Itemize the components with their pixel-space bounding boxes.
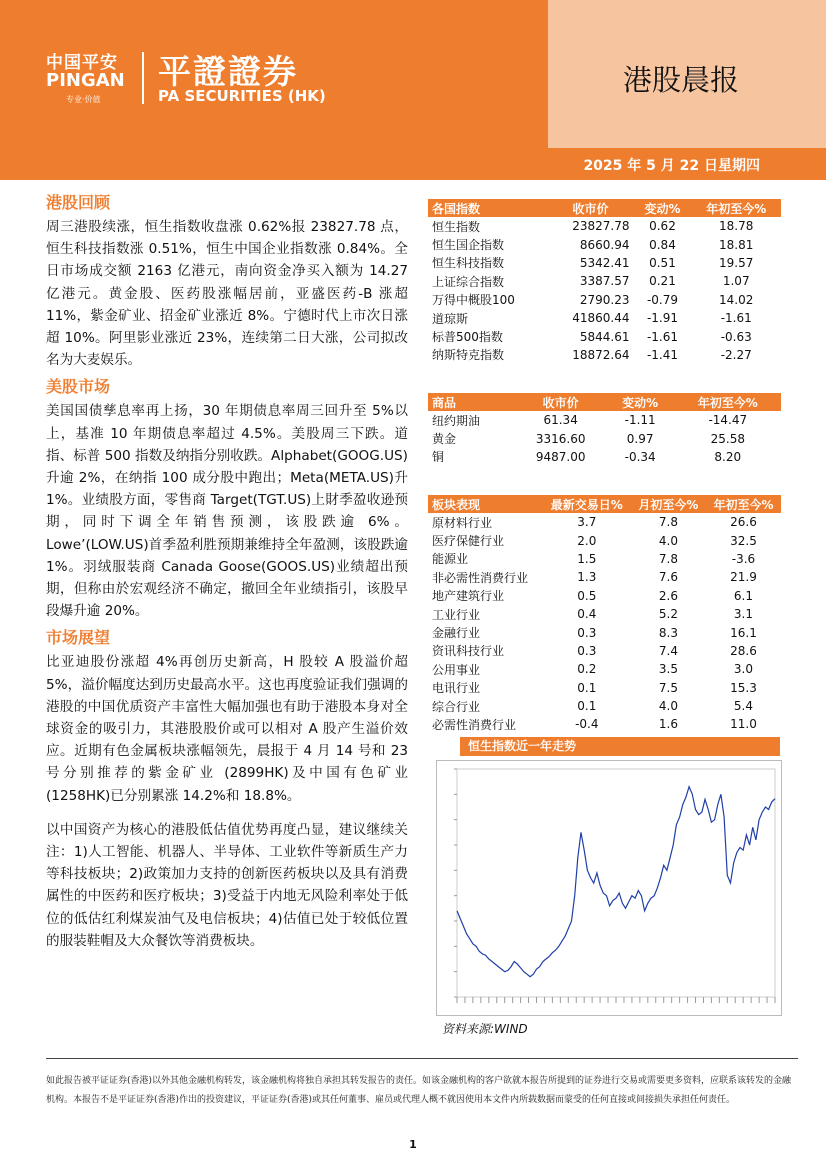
cell-value: 0.1 [577, 699, 597, 714]
cell-value: 23827.78 [572, 219, 630, 234]
cell-value: -1.91 [646, 311, 678, 326]
cell-value: 28.6 [730, 643, 757, 658]
cell-value: 32.5 [730, 533, 757, 548]
cell-value: 15.3 [730, 680, 757, 695]
cell-value: 0.97 [626, 431, 654, 446]
row-label: 恒生指数 [432, 219, 481, 234]
commodity-table-body [428, 411, 781, 466]
cell-value: 19.57 [719, 255, 754, 270]
column-header: 变动% [634, 199, 692, 217]
table-row [428, 254, 781, 272]
sector-table-body [428, 513, 781, 734]
row-label: 电讯行业 [432, 681, 481, 696]
cell-value: 8.20 [714, 449, 742, 464]
report-date: 2025 年 5 月 22 日星期四 [583, 158, 760, 174]
table-row [428, 346, 781, 364]
logo-divider [142, 52, 144, 104]
cell-value: 14.02 [719, 292, 754, 307]
table-header-row [428, 199, 781, 217]
row-label: 恒生科技指数 [432, 256, 505, 271]
table-row [428, 309, 781, 327]
cell-value: 4.0 [658, 533, 678, 548]
hsi-chart [436, 760, 782, 1016]
table-row [428, 605, 781, 623]
cell-value: 6.1 [733, 588, 754, 603]
cell-value: 5.4 [733, 699, 754, 714]
cell-value: 8660.94 [579, 237, 630, 252]
cell-value: 2790.23 [579, 292, 630, 307]
cell-value: 0.21 [649, 274, 676, 289]
cell-value: 4.0 [658, 699, 678, 714]
column-header: 年初至今% [706, 495, 781, 513]
section-us-market [46, 377, 408, 622]
cell-value: 11.0 [730, 717, 757, 732]
chart-source: 资料来源:WIND [442, 1022, 528, 1036]
cell-value: 5844.61 [579, 329, 630, 344]
table-row [428, 411, 781, 429]
cell-value: 1.07 [722, 274, 750, 289]
cell-value: 16.1 [730, 625, 757, 640]
cell-value: 0.5 [577, 588, 597, 603]
table-header-row [428, 495, 781, 513]
row-label: 必需性消费行业 [432, 717, 517, 732]
cell-value: 9487.00 [535, 449, 586, 464]
cell-value: 0.84 [649, 237, 676, 252]
cell-value: 26.6 [730, 515, 757, 530]
row-label: 公用事业 [432, 662, 481, 677]
row-label: 资讯科技行业 [432, 644, 505, 659]
section-paragraph: 美国国债孳息率再上扬，30 年期债息率周三回升至 5%以上，基准 10 年期债息率超过 4.5%。美股周三下跌。道指、标普 500 指数及纳指分别收跌。Alphabet(GOOG.US)升逾 2%，在纳指 100 成分股中跑出；Meta(META.US)升 1%。业绩股方面，零售商 Target(TGT.US)上財季盈收逊预期，同时下调全年销售预测，该股跌逾 6%。Lowe’(LOW.US)首季盈利胜预期兼维持全年盈测，该股跌逾 1%。羽绒服装商 Canada Goose(GOOS.US)业绩超出预期，但称由於宏观经济不确定，撤回全年业绩指引，该股早段爆升逾 20%。 [46, 403, 408, 620]
chart-title: 恒生指数近一年走势 [460, 737, 780, 756]
column-header: 收市价 [548, 199, 634, 217]
cell-value: 1.5 [577, 551, 597, 566]
section-paragraph: 比亚迪股份涨超 4%再创历史新高，H 股较 A 股溢价超 5%，溢价幅度达到历史最高水平。这也再度验证我们强调的港股的中国优质资产丰富性大幅加强也有助于港股本身对全球资金的吸引力，其港股股价或可以相对 A 股产生溢价效应。近期有色金属板块涨幅领先，晨报于 4 月 14 号和 23 号分别推荐的紫金矿业 (2899HK)及中国有色矿业(1258HK)已分别累涨 14.2%和 18.8%。 [46, 654, 408, 804]
section-paragraph: 周三港股续涨，恒生指数收盘涨 0.62%报 23827.78 点，恒生科技指数涨 0.51%，恒生中国企业指数涨 0.84%。全日市场成交额 2163 亿港元，南向资金净买入额为 14.27 亿港元。黄金股、医药股涨幅居前，亚盛医药-B 涨超 11%，紫金矿业、招金矿业涨近 8%。宁德时代上市次日涨超 10%。阿里影业涨近 23%，连续第二日大涨，公司拟改名为大麦娱乐。 [46, 219, 408, 369]
row-label: 恒生国企指数 [432, 238, 505, 253]
cell-value: 3.0 [733, 662, 754, 677]
cell-value: 5342.41 [579, 255, 630, 270]
page-number: 1 [409, 1138, 417, 1151]
section-hk-review [46, 193, 408, 371]
cell-value: -0.63 [720, 329, 752, 344]
row-label: 纳斯特克指数 [432, 348, 505, 363]
table-row [428, 217, 781, 235]
cell-value: 0.2 [577, 662, 597, 677]
table-row [428, 587, 781, 605]
cell-value: 2.0 [577, 533, 597, 548]
brand-name-cn: 平證證券 [158, 52, 298, 91]
cell-value: -3.6 [731, 551, 756, 566]
hsi-chart-svg [437, 761, 781, 1015]
cell-value: 7.4 [658, 643, 678, 658]
cell-value: 2.6 [658, 588, 678, 603]
section-paragraph: 以中国资产为核心的港股低估值优势再度凸显，建议继续关注：1)人工智能、机器人、半导体、工业软件等新质生产力等科技板块；2)政策加力支持的创新医药板块以及具有消费属性的中医药和医疗板块；3)受益于内地无风险利率处于低位的低估红利煤炭油气及电信板块；4)估值已处于较低位置的服装鞋帽及大众餐饮等消费板块。 [46, 821, 408, 949]
cell-value: 0.3 [577, 625, 597, 640]
pingan-logo-cn: 中国平安 [46, 53, 118, 73]
sector-table [428, 495, 781, 734]
cell-value: -2.27 [720, 347, 752, 362]
row-label: 万得中概股100 [432, 293, 515, 308]
row-label: 原材料行业 [432, 515, 493, 530]
table-row [428, 429, 781, 447]
cell-value: 8.3 [658, 625, 678, 640]
row-label: 地产建筑行业 [432, 589, 505, 604]
row-label: 综合行业 [432, 699, 481, 714]
cell-value: 0.62 [649, 219, 676, 234]
table-row [428, 568, 781, 586]
brand-name-en: PA SECURITIES (HK) [158, 87, 326, 105]
cell-value: -1.11 [624, 413, 656, 428]
column-header: 板块表现 [428, 495, 543, 513]
row-label: 黄金 [432, 432, 457, 447]
row-label: 非必需性消费行业 [432, 570, 529, 585]
cell-value: -14.47 [708, 413, 748, 428]
table-row [428, 660, 781, 678]
cell-value: 7.5 [658, 680, 678, 695]
index-table [428, 199, 781, 364]
cell-value: 0.4 [577, 607, 597, 622]
disclaimer: 如此报告被平证证券(香港)以外其他金融机构转发，该金融机构将独自承担其转发报告的责任。如该金融机构的客户欲就本报告所提到的证券进行交易或需要更多资料，应联系该转发的金融机构。本报告不是平证证券(香港)作出的投资建议，平证证券(香港)或其任何董事、雇员或代理人概不就因使用本文件内所载数据而蒙受的任何直接或间接损失承担任何责任。 [46, 1076, 792, 1105]
cell-value: 18872.64 [572, 347, 630, 362]
cell-value: -1.41 [646, 347, 678, 362]
row-label: 标普500指数 [432, 330, 503, 345]
cell-value: 25.58 [710, 431, 745, 446]
cell-value: 1.3 [577, 570, 597, 585]
cell-value: 3.5 [658, 662, 678, 677]
table-header-row [428, 393, 781, 411]
row-label: 上证综合指数 [432, 274, 505, 289]
column-header: 各国指数 [428, 199, 548, 217]
cell-value: -0.34 [624, 449, 656, 464]
column-header: 月初至今% [631, 495, 706, 513]
cell-value: 18.78 [719, 219, 754, 234]
pingan-logo-tagline: 专业·价值 [66, 95, 101, 104]
table-row [428, 550, 781, 568]
commodity-table [428, 393, 781, 466]
commentary-column [46, 193, 408, 952]
column-header: 年初至今% [691, 199, 781, 217]
cell-value: 0.3 [577, 643, 597, 658]
footer-rule [46, 1058, 798, 1059]
cell-value: 7.8 [658, 551, 678, 566]
table-row [428, 623, 781, 641]
pingan-logo-en: PINGAN [46, 70, 125, 91]
cell-value: 0.1 [577, 680, 597, 695]
section-title: 港股回顾 [46, 193, 111, 212]
cell-value: -0.4 [575, 717, 599, 732]
cell-value: -1.61 [646, 329, 678, 344]
cell-value: 61.34 [543, 413, 578, 428]
report-title: 港股晨报 [623, 63, 740, 97]
section-title: 美股市场 [46, 377, 111, 397]
column-header: 年初至今% [675, 393, 781, 411]
cell-value: 3387.57 [579, 274, 630, 289]
cell-value: 21.9 [730, 570, 757, 585]
table-row [428, 513, 781, 531]
row-label: 金融行业 [432, 626, 481, 641]
row-label: 工业行业 [432, 607, 481, 622]
row-label: 铜 [432, 450, 445, 465]
table-row [428, 448, 781, 466]
hsi-series-line [457, 787, 775, 977]
column-header: 收市价 [516, 393, 606, 411]
cell-value: 5.2 [658, 607, 678, 622]
index-table-body [428, 217, 781, 364]
table-row [428, 715, 781, 733]
row-label: 道琼斯 [432, 311, 469, 326]
row-label: 能源业 [432, 552, 469, 567]
row-label: 纽约期油 [432, 413, 481, 428]
row-label: 医疗保健行业 [432, 534, 505, 549]
cell-value: -1.61 [720, 311, 752, 326]
cell-value: 1.6 [658, 717, 678, 732]
table-row [428, 272, 781, 290]
column-header: 商品 [428, 393, 516, 411]
cell-value: -0.79 [646, 292, 678, 307]
table-row [428, 697, 781, 715]
cell-value: 0.51 [649, 255, 676, 270]
cell-value: 7.6 [658, 570, 678, 585]
table-row [428, 531, 781, 549]
cell-value: 41860.44 [572, 311, 630, 326]
table-row [428, 679, 781, 697]
cell-value: 7.8 [658, 515, 678, 530]
cell-value: 3316.60 [535, 431, 586, 446]
column-header: 最新交易日% [543, 495, 631, 513]
cell-value: 18.81 [719, 237, 754, 252]
table-row [428, 327, 781, 345]
plot-area [457, 769, 775, 997]
cell-value: 3.1 [733, 607, 754, 622]
table-row [428, 235, 781, 253]
table-row [428, 642, 781, 660]
section-title: 市场展望 [46, 628, 111, 648]
table-row [428, 291, 781, 309]
cell-value: 3.7 [577, 515, 597, 530]
section-outlook [46, 628, 408, 952]
column-header: 变动% [606, 393, 675, 411]
